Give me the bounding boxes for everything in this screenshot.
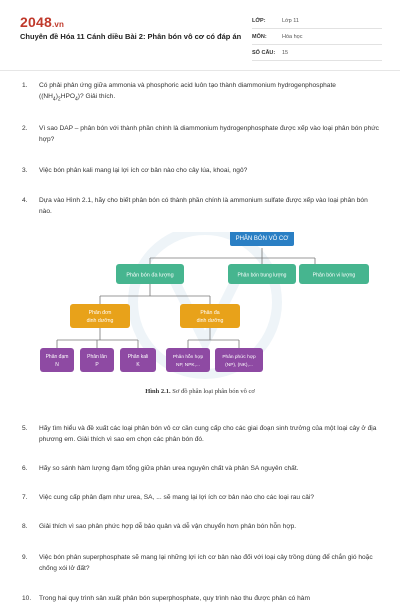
meta-row-subject [252, 29, 382, 45]
label-single-line2: dinh dưỡng [86, 318, 114, 324]
question-text: Có phải phản ứng giữa ammonia và phosphoric acid luôn tạo thành diammonium hydrogenphosphate $((NH_4)_2HPO_4)$? Giải thích. [39, 82, 336, 103]
leaf-nitrogen-line2: N [55, 362, 59, 368]
meta-row-class [252, 13, 382, 29]
label-micro: Phân bón vi lượng [312, 272, 356, 279]
leaf-potassium-line2: K [136, 362, 140, 368]
meta-key: SỐ CÂU: [252, 49, 276, 56]
question-number: 1. [22, 82, 28, 89]
leaf-phosphate-line1: Phân lân [87, 354, 107, 360]
meta-value: 15 [282, 49, 289, 56]
node-multi [180, 304, 240, 328]
root-label: PHÂN BÓN VÔ CƠ [235, 236, 289, 242]
question-text: Trong hai quy trình sản xuất phân bón superphosphate, quy trình nào thu được phân có hàm [39, 595, 310, 602]
leaf-phosphate [80, 348, 114, 372]
question-item [22, 123, 382, 145]
leaf-mixed-line2: NP, NPK,... [176, 363, 200, 368]
question-number: 8. [22, 523, 28, 530]
leaf-mixed-line1: Phân hỗn hợp [172, 355, 204, 360]
question-item [22, 552, 382, 574]
question-text: Dựa vào Hình 2.1, hãy cho biết phân bón có thành phần chính là ammonium sulfate được xếp vào loại phân bón nào. [39, 197, 368, 215]
label-macro: Phân bón đa lượng [126, 272, 174, 279]
question-number: 3. [22, 167, 28, 174]
leaf-nitrogen-line1: Phân đạm [45, 354, 69, 360]
question-number: 5. [22, 425, 28, 432]
header-divider [0, 70, 400, 71]
question-text: Giải thích vì sao phân phức hợp dễ bảo quản và dễ vận chuyển hơn phân bón hỗn hợp. [39, 523, 297, 530]
question-number: 6. [22, 465, 28, 472]
meta-key: LỚP: [252, 17, 266, 24]
question-text: Việc bón phân superphosphate sẽ mang lại những lợi ích cơ bản nào đối với loại cây trồng dùng để chắn gió hoặc chống xói lở đất? [39, 554, 373, 572]
leaf-compound-line2: (NP), (NK),... [225, 363, 253, 368]
question-text: Hãy so sánh hàm lượng đạm tổng giữa phân urea nguyên chất và phân SA nguyên chất. [39, 465, 299, 472]
question-item [22, 521, 382, 532]
question-number: 10. [22, 595, 32, 602]
header [0, 0, 400, 68]
label-multi-line1: Phân đa [200, 310, 220, 316]
meta-value: Hóa học [282, 33, 303, 40]
question-number: 9. [22, 554, 28, 561]
node-single [70, 304, 130, 328]
question-item [22, 80, 382, 105]
question-text: Việc bón phân kali mang lại lợi ích cơ bản nào cho cây lúa, khoai, ngô? [39, 167, 248, 174]
leaf-potassium-line1: Phân kali [127, 354, 149, 360]
label-single-line1: Phân đơn [88, 310, 112, 316]
meta-table [252, 13, 382, 61]
question-text: Vì sao DAP – phân bón với thành phần chính là diammonium hydrogenphosphate được xếp vào loại phân bón phức hợp? [39, 125, 379, 143]
question-item [22, 423, 382, 445]
question-item [22, 463, 382, 474]
site-logo[interactable]: 2048.vn [20, 14, 65, 30]
label-secondary: Phân bón trung lượng [237, 272, 287, 279]
question-number: 4. [22, 197, 28, 204]
leaf-phosphate-line2: P [95, 362, 99, 368]
leaf-potassium [120, 348, 156, 372]
leaf-mixed [166, 348, 210, 372]
question-item [22, 195, 382, 217]
label-multi-line2: dinh dưỡng [196, 318, 224, 324]
question-item [22, 492, 382, 503]
question-number: 2. [22, 125, 28, 132]
classification-diagram [40, 232, 370, 402]
meta-row-question-count [252, 45, 382, 61]
question-text: Việc cung cấp phân đạm như urea, SA, ... sẽ mang lại lợi ích cơ bản nào cho các loại rau cải? [39, 494, 315, 501]
document-title: Chuyên đề Hóa 11 Cánh diều Bài 2: Phân bón vô cơ có đáp án [20, 32, 242, 41]
leaf-compound [215, 348, 263, 372]
meta-key: MÔN: [252, 33, 267, 40]
leaf-nitrogen [40, 348, 74, 372]
leaf-compound-line1: Phân phức hợp [222, 355, 256, 360]
question-item [22, 593, 382, 604]
question-item [22, 165, 382, 176]
figure-caption: Hình 2.1. Sơ đồ phân loại phân bón vô cơ [145, 388, 255, 395]
question-text: Hãy tìm hiểu và đề xuất các loại phân bón vô cơ cần cung cấp cho các giai đoạn sinh trưởng của một loại cây ở địa phương em. Giải thích vì sao em chọn các phân bón đó. [39, 425, 377, 443]
question-number: 7. [22, 494, 28, 501]
meta-value: Lớp 11 [282, 17, 299, 24]
